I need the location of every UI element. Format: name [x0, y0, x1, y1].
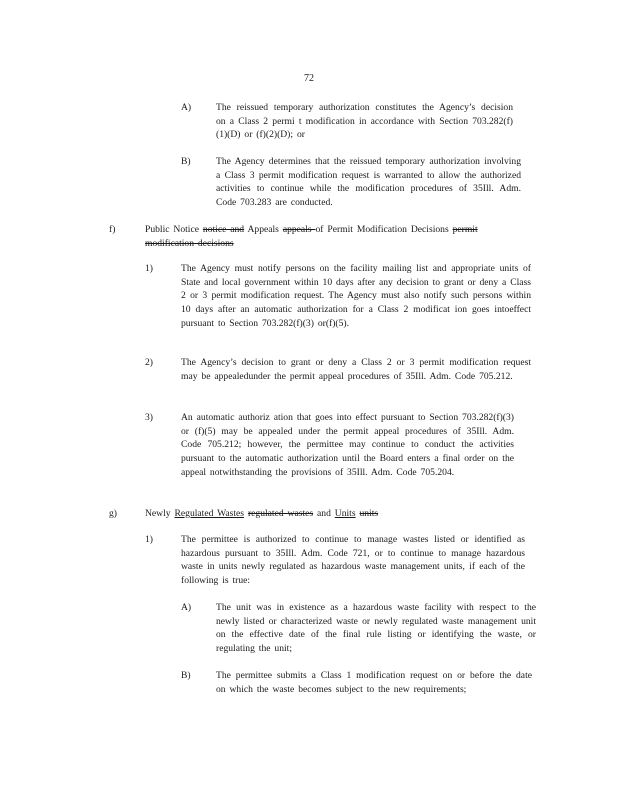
deleted-text: regulated wastes: [247, 508, 314, 519]
deleted-text: permit modification decisions: [145, 224, 478, 249]
paragraph-unit-in-existence: The unit was in existence as a hazardous waste facility with respect to the newly listed or characterized waste or newly regulated waste management unit on the effective date of the final rule listing or identifying the waste, or regulating the unit;: [216, 602, 536, 655]
inserted-text: Regulated Wastes: [174, 508, 245, 519]
heading-text: Public Notice: [145, 224, 203, 235]
item-label-1: 1): [145, 534, 153, 545]
paragraph-agency-notification: The Agency must notify persons on the facility mailing list and appropriate units of State and local government within 10 days after any decision to grant or deny a Class 2 or 3 permit modification request. The Agency must also notify such persons within 10 days after an automatic authorization for a Class 2 modificat ion goes intoeffect pursuant to Section 703.282(f)(3) or(f)(5).: [181, 263, 531, 329]
paragraph-temporary-authorization-class2: The reissued temporary authorization constitutes the Agency’s decision on a Class 2 permi t modification in accordance with Section 703.282(f)(1)(D) or (f)(2)(D); or: [216, 102, 513, 141]
heading-text: of Permit Modification Decisions: [315, 224, 453, 235]
item-label-B: B): [181, 156, 191, 167]
item-label-2: 2): [145, 357, 153, 368]
section-heading-g: [145, 507, 505, 521]
heading-text: and: [313, 508, 335, 519]
paragraph-temporary-authorization-class3: The Agency determines that the reissued temporary authorization involving a Class 3 permit modification request is warranted to allow the authorized activities to continue while the modification procedures of 35Ill. Adm. Code 703.283 are conducted.: [216, 156, 521, 209]
deleted-text: units: [359, 508, 379, 519]
page-number: 72: [304, 73, 314, 84]
paragraph-appeal-decision: The Agency’s decision to grant or deny a Class 2 or 3 permit modification request may be appealedunder the permit appeal procedures of 35Ill. Adm. Code 705.212.: [181, 357, 531, 382]
section-heading-f: [145, 223, 505, 250]
item-label-1: 1): [145, 263, 153, 274]
section-label-g: g): [109, 508, 117, 519]
heading-text: Newly: [145, 508, 175, 519]
paragraph-class1-modification-request: The permittee submits a Class 1 modification request on or before the date on which the waste becomes subject to the new requirements;: [216, 670, 532, 695]
item-label-3: 3): [145, 412, 153, 423]
item-label-A: A): [181, 102, 192, 113]
item-label-A: A): [181, 602, 192, 613]
deleted-text: notice and: [202, 224, 245, 235]
paragraph-automatic-authorization-appeal: An automatic authoriz ation that goes into effect pursuant to Section 703.282(f)(3) or (f)(5) may be appealed under the permit appeal procedures of 35Ill. Adm. Code 705.212; however, the permittee may continue to conduct the activities pursuant to the automatic authorization until the Board enters a final order on the appeal notwithstanding the provisions of 35Ill. Adm. Code 705.204.: [181, 412, 514, 478]
paragraph-newly-regulated-wastes: The permittee is authorized to continue to manage wastes listed or identified as hazardous pursuant to 35Ill. Adm. Code 721, or to continue to manage hazardous waste in units newly regulated as hazardous waste management units, if each of the following is true:: [181, 534, 525, 587]
item-label-B: B): [181, 670, 191, 681]
section-label-f: f): [109, 224, 116, 235]
deleted-text: appeals: [282, 224, 316, 235]
inserted-text: Units: [334, 508, 356, 519]
heading-text: Appeals: [244, 224, 283, 235]
